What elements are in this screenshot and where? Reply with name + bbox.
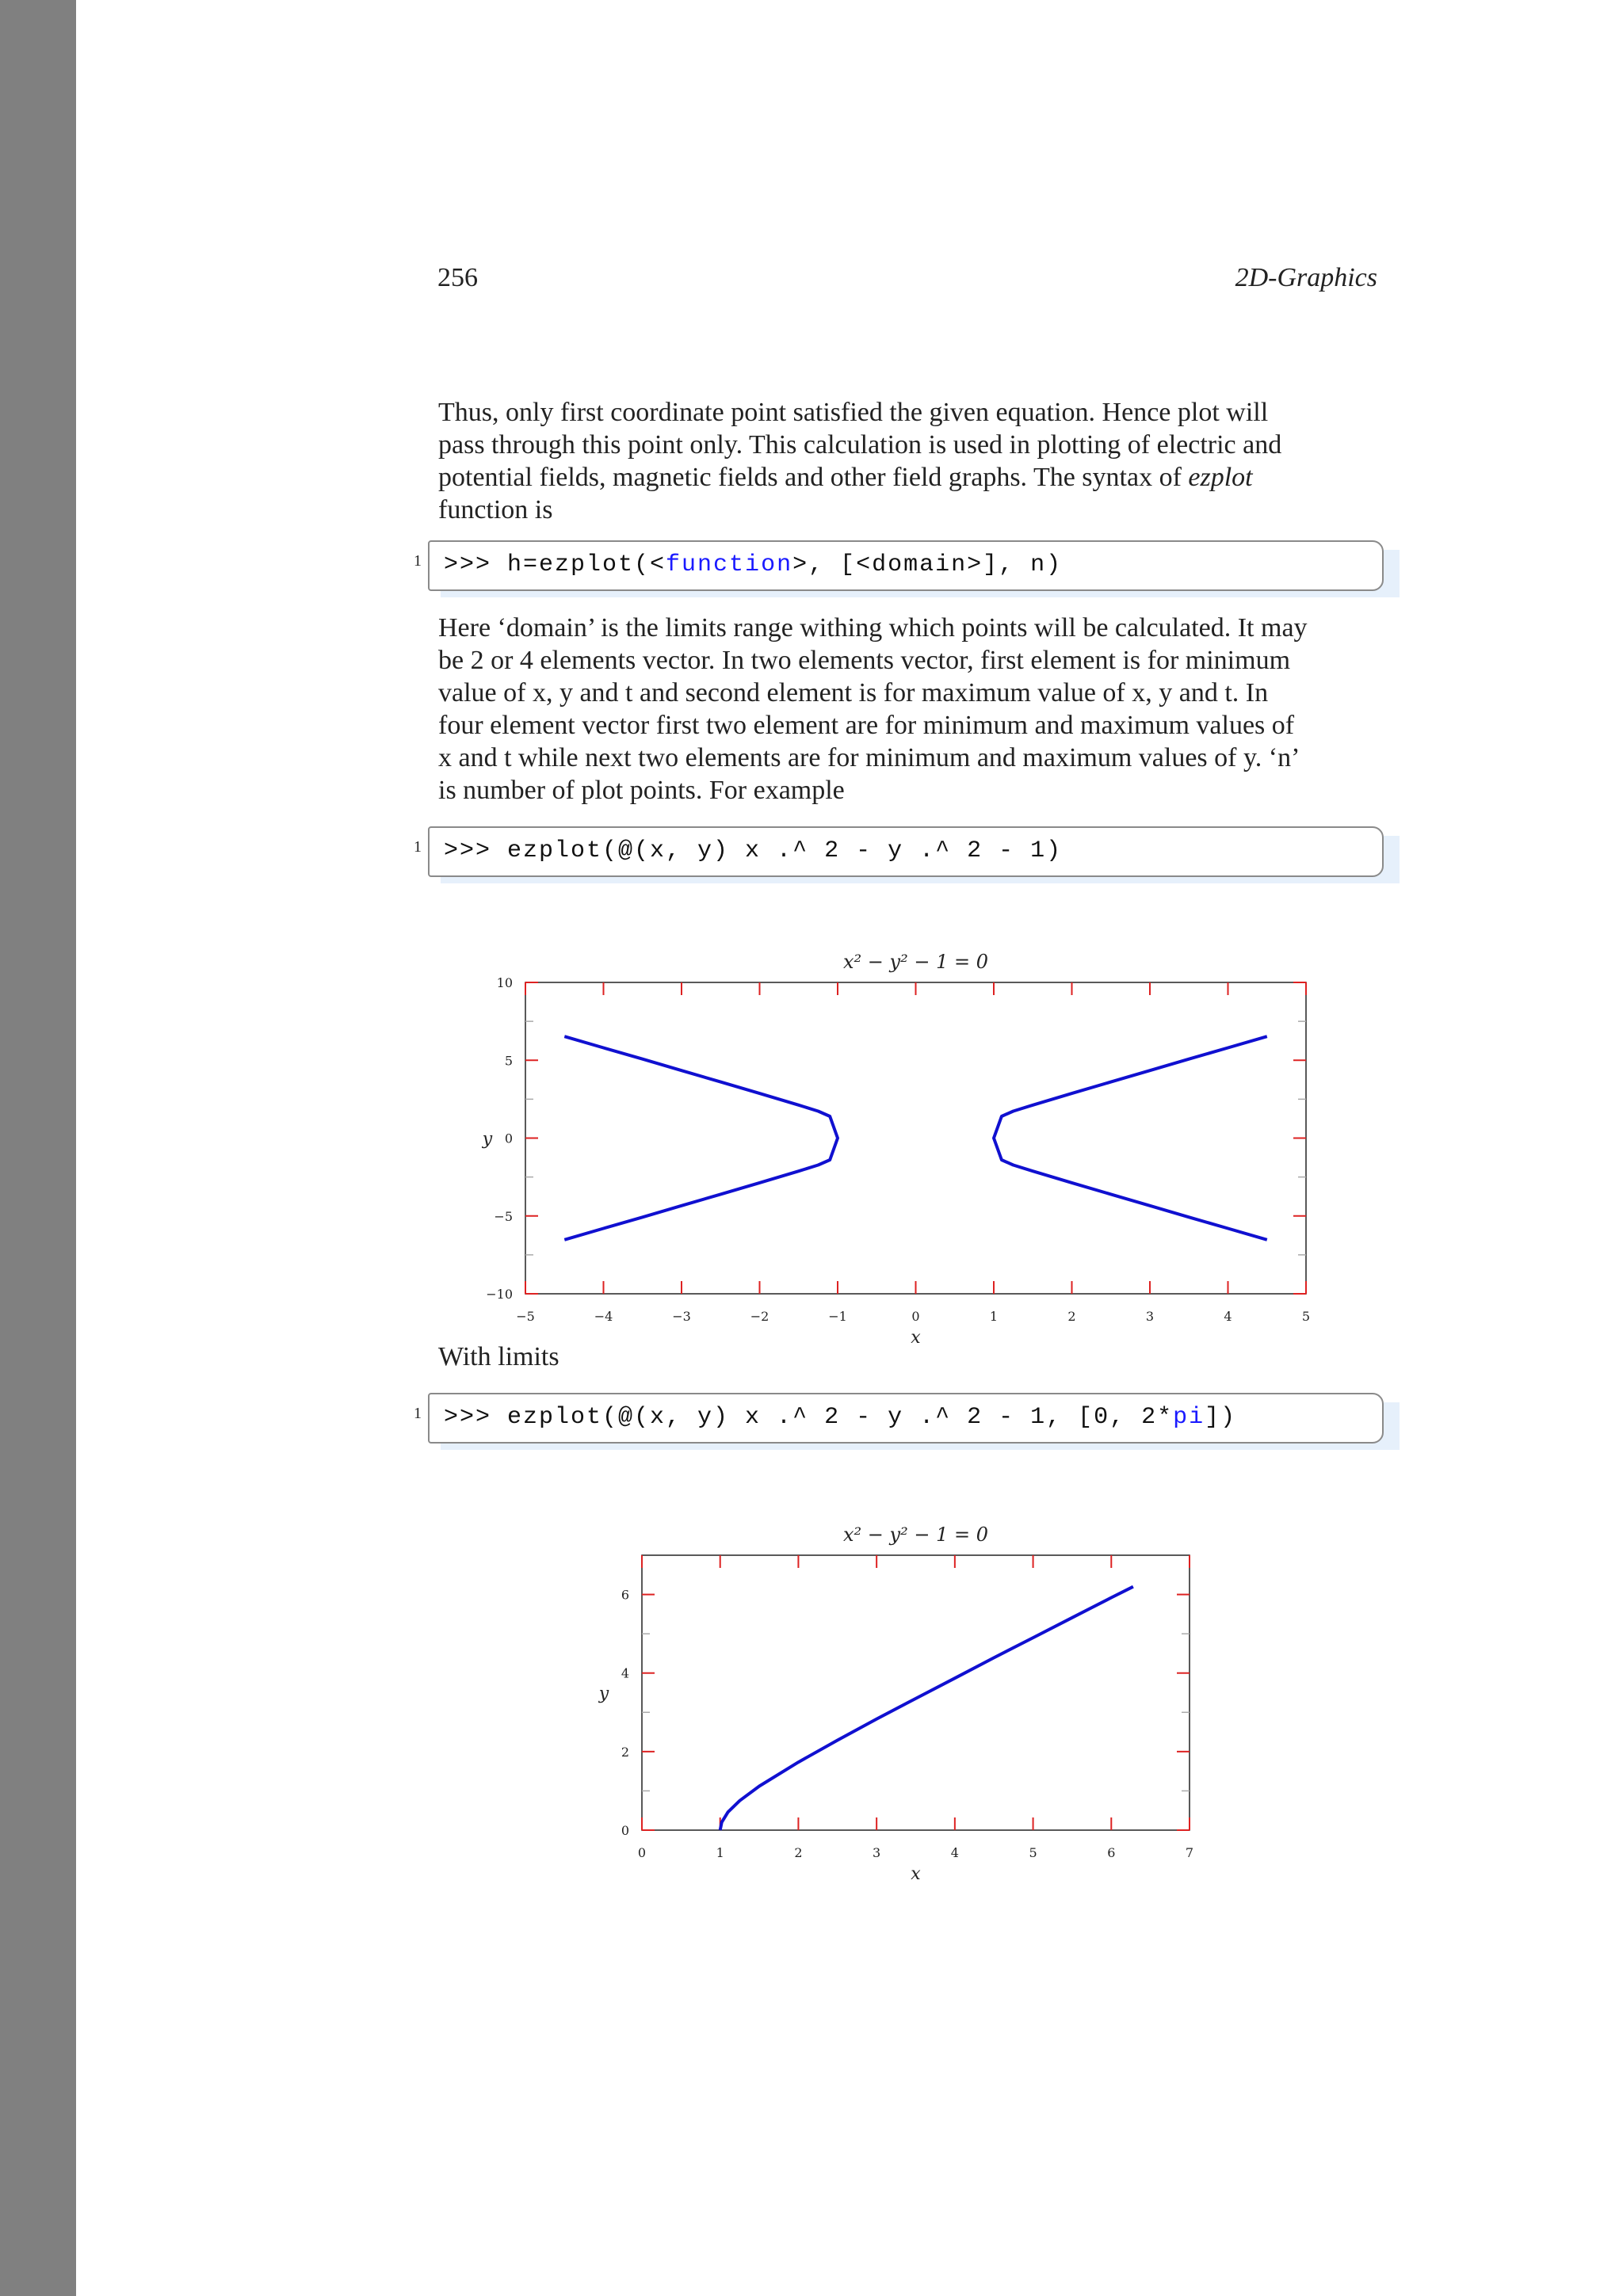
paragraph-domain bbox=[438, 612, 1377, 807]
code-block-example bbox=[428, 826, 1384, 877]
hyperbola-chart bbox=[444, 927, 1316, 1348]
code-keyword: function bbox=[666, 551, 793, 578]
running-header-title: 2D-Graphics bbox=[1235, 263, 1377, 292]
y-tick-label: −5 bbox=[494, 1208, 513, 1224]
code-span: >, [<domain>], n) bbox=[792, 551, 1063, 578]
y-tick-label: 10 bbox=[496, 975, 513, 990]
code-line-number: 1 bbox=[414, 1405, 422, 1422]
x-tick-label: 5 bbox=[1301, 1309, 1311, 1324]
hyperbola-limited-chart bbox=[555, 1493, 1205, 1884]
y-tick-label: 2 bbox=[621, 1744, 629, 1760]
chart-title: x² − y² − 1 = 0 bbox=[843, 951, 988, 973]
x-tick-label: 0 bbox=[637, 1845, 647, 1860]
x-tick-label: 2 bbox=[794, 1845, 803, 1860]
plot-area bbox=[642, 1555, 1190, 1830]
emphasis-ezplot: ezplot bbox=[1188, 463, 1253, 492]
y-tick-label: 4 bbox=[621, 1665, 629, 1681]
code-line-number: 1 bbox=[414, 552, 422, 570]
code-text bbox=[444, 1404, 1236, 1431]
y-tick-label: 5 bbox=[504, 1053, 513, 1069]
x-tick-label: 1 bbox=[989, 1309, 999, 1324]
text-line: value of x, y and t and second element is for maximum value of x, y and t. In bbox=[438, 678, 1269, 707]
text-line: x and t while next two elements are for minimum and maximum values of y. ‘n’ bbox=[438, 743, 1300, 772]
code-span: >>> ezplot(@(x, y) x .^ 2 - y .^ 2 - 1, [0, 2* bbox=[444, 1404, 1174, 1431]
paragraph-intro bbox=[438, 396, 1377, 526]
x-tick-label: 4 bbox=[950, 1845, 959, 1860]
x-tick-label: −4 bbox=[594, 1309, 613, 1324]
x-tick-label: −1 bbox=[828, 1309, 847, 1324]
paragraph-with-limits: With limits bbox=[438, 1342, 559, 1371]
y-axis-label: y bbox=[482, 1129, 493, 1150]
x-tick-label: 0 bbox=[911, 1309, 920, 1324]
text-line: function is bbox=[438, 495, 553, 524]
code-block-with-limits bbox=[428, 1393, 1384, 1444]
x-tick-label: 7 bbox=[1185, 1845, 1194, 1860]
x-tick-label: 2 bbox=[1067, 1309, 1076, 1324]
code-keyword: pi bbox=[1173, 1404, 1205, 1431]
page-margin-bar bbox=[0, 0, 76, 2296]
x-tick-label: 3 bbox=[1145, 1309, 1155, 1324]
text-line: is number of plot points. For example bbox=[438, 776, 845, 805]
page-number: 256 bbox=[437, 263, 478, 292]
y-tick-label: 6 bbox=[621, 1587, 629, 1603]
x-axis-label: x bbox=[911, 1864, 921, 1884]
y-tick-label: −10 bbox=[486, 1287, 513, 1302]
chart-title: x² − y² − 1 = 0 bbox=[843, 1524, 988, 1546]
text-line: Thus, only first coordinate point satisfied the given equation. Hence plot will bbox=[438, 398, 1269, 427]
x-tick-label: 5 bbox=[1029, 1845, 1037, 1860]
code-line-number: 1 bbox=[414, 838, 422, 856]
x-tick-label: 6 bbox=[1107, 1845, 1116, 1860]
text-span: potential fields, magnetic fields and other field graphs. The syntax of bbox=[438, 463, 1182, 492]
code-span: ]) bbox=[1205, 1404, 1237, 1431]
code-text bbox=[444, 551, 1062, 578]
code-span: >>> h=ezplot(< bbox=[444, 551, 666, 578]
text-line: four element vector first two element are for minimum and maximum values of bbox=[438, 711, 1295, 740]
y-tick-label: 0 bbox=[621, 1823, 629, 1838]
text-line bbox=[438, 461, 1377, 494]
code-block-ezplot-syntax bbox=[428, 540, 1384, 591]
x-tick-label: −3 bbox=[672, 1309, 691, 1324]
text-line: pass through this point only. This calculation is used in plotting of electric and bbox=[438, 430, 1282, 460]
text-line: be 2 or 4 elements vector. In two elements vector, first element is for minimum bbox=[438, 646, 1291, 675]
y-axis-label: y bbox=[598, 1684, 609, 1704]
x-tick-label: 1 bbox=[716, 1845, 724, 1860]
plot-area bbox=[525, 982, 1306, 1294]
x-axis-label: x bbox=[911, 1328, 921, 1348]
code-text: >>> ezplot(@(x, y) x .^ 2 - y .^ 2 - 1) bbox=[444, 837, 1063, 864]
x-tick-label: −2 bbox=[750, 1309, 769, 1324]
x-tick-label: −5 bbox=[516, 1309, 535, 1324]
x-tick-label: 4 bbox=[1224, 1309, 1232, 1324]
text-line: Here ‘domain’ is the limits range withing which points will be calculated. It may bbox=[438, 613, 1308, 643]
x-tick-label: 3 bbox=[873, 1845, 881, 1860]
y-tick-label: 0 bbox=[504, 1131, 513, 1146]
